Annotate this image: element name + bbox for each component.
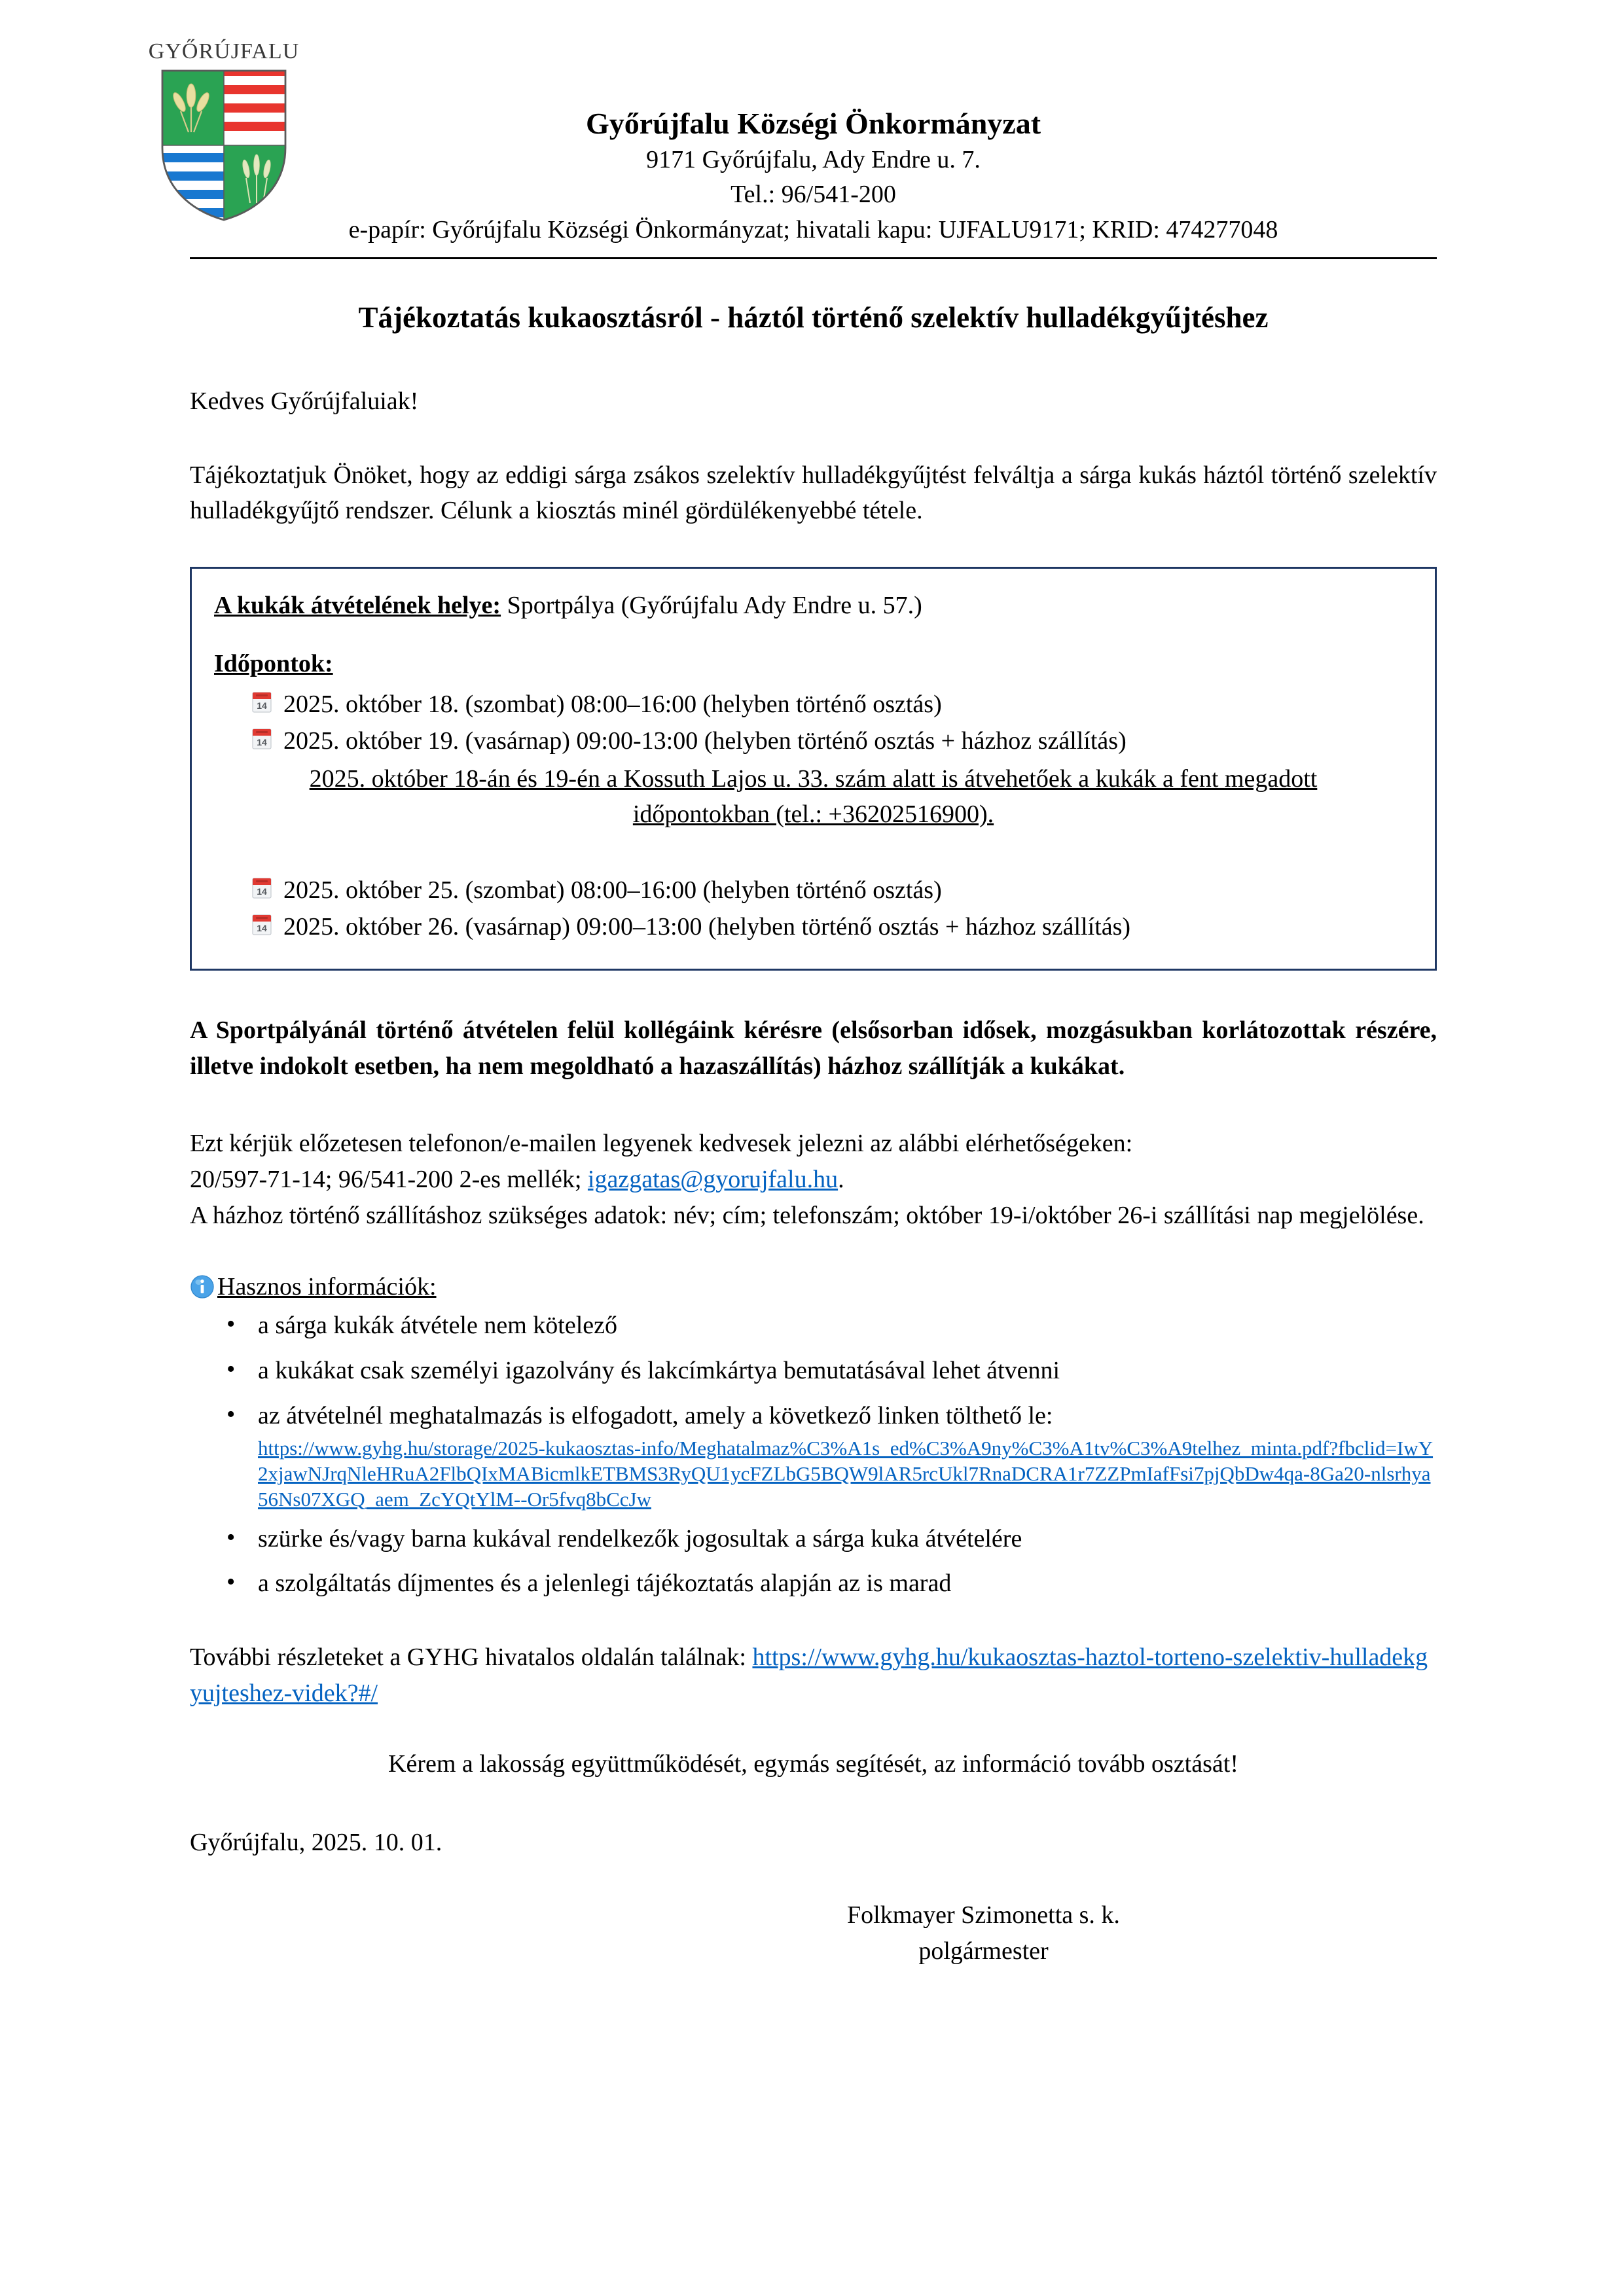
header-divider xyxy=(190,257,1437,259)
home-delivery-notice: A Sportpályánál történő átvételen felül kollégáink kérésre (elsősorban idősek, mozgásukban korlátozottak részére, illetve indokolt esetben, ha nem megoldható a hazaszállítás) házhoz szállítják a kukákat. xyxy=(190,1016,1437,1080)
page-title: Tájékoztatás kukaosztásról - háztól történő szelektív hulladékgyűjtéshez xyxy=(358,301,1269,334)
contact-period: . xyxy=(838,1166,844,1193)
date-text: 2025. október 25. (szombat) 08:00–16:00 (helyben történő osztás) xyxy=(283,876,942,904)
alternative-pickup-note: 2025. október 18-án és 19-én a Kossuth Lajos u. 33. szám alatt is átvehetőek a kukák a fent megadott időpontokban (tel.: +36202516900). xyxy=(309,765,1318,828)
place-and-date: Győrújfalu, 2025. 10. 01. xyxy=(190,1828,442,1856)
times-heading: Időpontok: xyxy=(214,650,333,678)
signer-name: Folkmayer Szimonetta s. k. xyxy=(847,1901,1120,1929)
coat-of-arms-block xyxy=(139,39,309,224)
appeal-text: Kérem a lakosság együttműködését, egymás segítését, az információ tovább osztását! xyxy=(388,1749,1238,1778)
list-item: • szürke és/vagy barna kukával rendelkezők jogosultak a sárga kuka átvételére xyxy=(258,1521,1437,1557)
gyhg-website-link[interactable]: https://www.gyhg.hu/kukaosztas-haztol-torteno-szelektiv-hulladekgyujteshez-videk?#/ xyxy=(190,1643,1428,1707)
date-list-item xyxy=(252,724,1413,759)
list-item: • a sárga kukák átvétele nem kötelező xyxy=(258,1308,1437,1344)
date-text: 2025. október 26. (vasárnap) 09:00–13:00 (helyben történő osztás + házhoz szállítás) xyxy=(283,912,1131,941)
svg-text:14: 14 xyxy=(257,700,267,711)
contact-line-1: Ezt kérjük előzetesen telefonon/e-mailen legyenek kedvesek jelezni az alábbi elérhetőségeken: xyxy=(190,1130,1133,1158)
date-list-item xyxy=(252,910,1413,945)
date-list-item xyxy=(252,687,1413,723)
calendar-icon xyxy=(252,878,272,899)
spacer xyxy=(214,833,1413,864)
useful-info-heading xyxy=(190,1272,1437,1301)
organization-name: Győrújfalu Községi Önkormányzat xyxy=(585,107,1041,140)
header-text-block xyxy=(190,46,1437,248)
organization-address: 9171 Győrújfalu, Ady Endre u. 7. xyxy=(646,145,981,173)
date-list-group-1 xyxy=(214,687,1413,759)
list-item: • a szolgáltatás díjmentes és a jelenlegi tájékoztatás alapján az is marad xyxy=(258,1566,1437,1602)
useful-info-list xyxy=(190,1308,1437,1602)
authorization-text: az átvételnél meghatalmazás is elfogadott, amely a következő linken tölthető le: xyxy=(258,1401,1053,1429)
authorization-form-link[interactable]: https://www.gyhg.hu/storage/2025-kukaosztas-info/Meghatalmaz%C3%A1s_ed%C3%A9ny%C3%A1tv%C3%A9telhez_minta.pdf?fbclid=IwY2xjawNJrqNleHRuA2FlbQIxMABicmlkETBMS3RyQU1ycFZLbG5BQW9lAR5rcUkl7RnaDCRA1r7ZZPmIafFsi7pjQbDw4qa-8Ga20-nlsrhya56Ns07XGQ_aem_ZcYQtYlM--Or5fvq8bCcJw xyxy=(258,1436,1434,1511)
contact-line-3: A házhoz történő szállításhoz szükséges adatok: név; cím; telefonszám; október 19-i/október 26-i szállítási nap megjelölése. xyxy=(190,1201,1424,1229)
contact-line-2 xyxy=(190,1162,1437,1198)
svg-text:14: 14 xyxy=(257,886,267,897)
svg-text:14: 14 xyxy=(257,922,267,933)
contact-block xyxy=(190,1126,1437,1233)
organization-epaper: e-papír: Győrújfalu Községi Önkormányzat; hivatali kapu: UJFALU9171; KRID: 474277048 xyxy=(348,216,1278,244)
signer-title: polgármester xyxy=(918,1937,1049,1965)
info-icon xyxy=(190,1274,215,1299)
pickup-location-value: Sportpálya (Győrújfalu Ady Endre u. 57.) xyxy=(507,591,922,619)
signature-block xyxy=(190,1897,1437,1969)
calendar-icon xyxy=(252,914,272,935)
gyorujfalu-coat-of-arms-icon xyxy=(158,67,289,224)
document-header xyxy=(148,39,1437,268)
useful-info-label: Hasznos információk: xyxy=(217,1273,437,1301)
organization-phone: Tel.: 96/541-200 xyxy=(731,181,896,209)
date-list-group-2 xyxy=(214,873,1413,945)
list-item xyxy=(258,1398,1437,1512)
calendar-icon xyxy=(252,728,272,749)
greeting-text: Kedves Győrújfaluiak! xyxy=(190,387,419,415)
calendar-icon xyxy=(252,692,272,713)
email-link[interactable]: igazgatas@gyorujfalu.hu xyxy=(587,1166,839,1193)
crest-name-label: GYŐRÚJFALU xyxy=(148,39,300,63)
further-details-text: További részleteket a GYHG hivatalos oldalán találnak: xyxy=(190,1643,753,1672)
contact-phones: 20/597-71-14; 96/541-200 2-es mellék; xyxy=(190,1166,588,1193)
pickup-location-line xyxy=(214,588,1413,623)
further-details-block xyxy=(190,1640,1437,1711)
pickup-location-label: A kukák átvételének helye: xyxy=(214,591,501,619)
date-text: 2025. október 19. (vasárnap) 09:00-13:00 (helyben történő osztás + házhoz szállítás) xyxy=(283,727,1127,755)
svg-text:14: 14 xyxy=(257,737,267,748)
list-item: • a kukákat csak személyi igazolvány és lakcímkártya bemutatásával lehet átvenni xyxy=(258,1353,1437,1389)
date-text: 2025. október 18. (szombat) 08:00–16:00 (helyben történő osztás) xyxy=(283,691,942,719)
date-list-item xyxy=(252,873,1413,908)
pickup-info-box xyxy=(190,567,1437,971)
intro-paragraph: Tájékoztatjuk Önöket, hogy az eddigi sárga zsákos szelektív hulladékgyűjtést felváltja a sárga kukás háztól történő szelektív hulladékgyűjtő rendszer. Célunk a kiosztás minél gördülékenyebbé tétele. xyxy=(190,461,1437,525)
